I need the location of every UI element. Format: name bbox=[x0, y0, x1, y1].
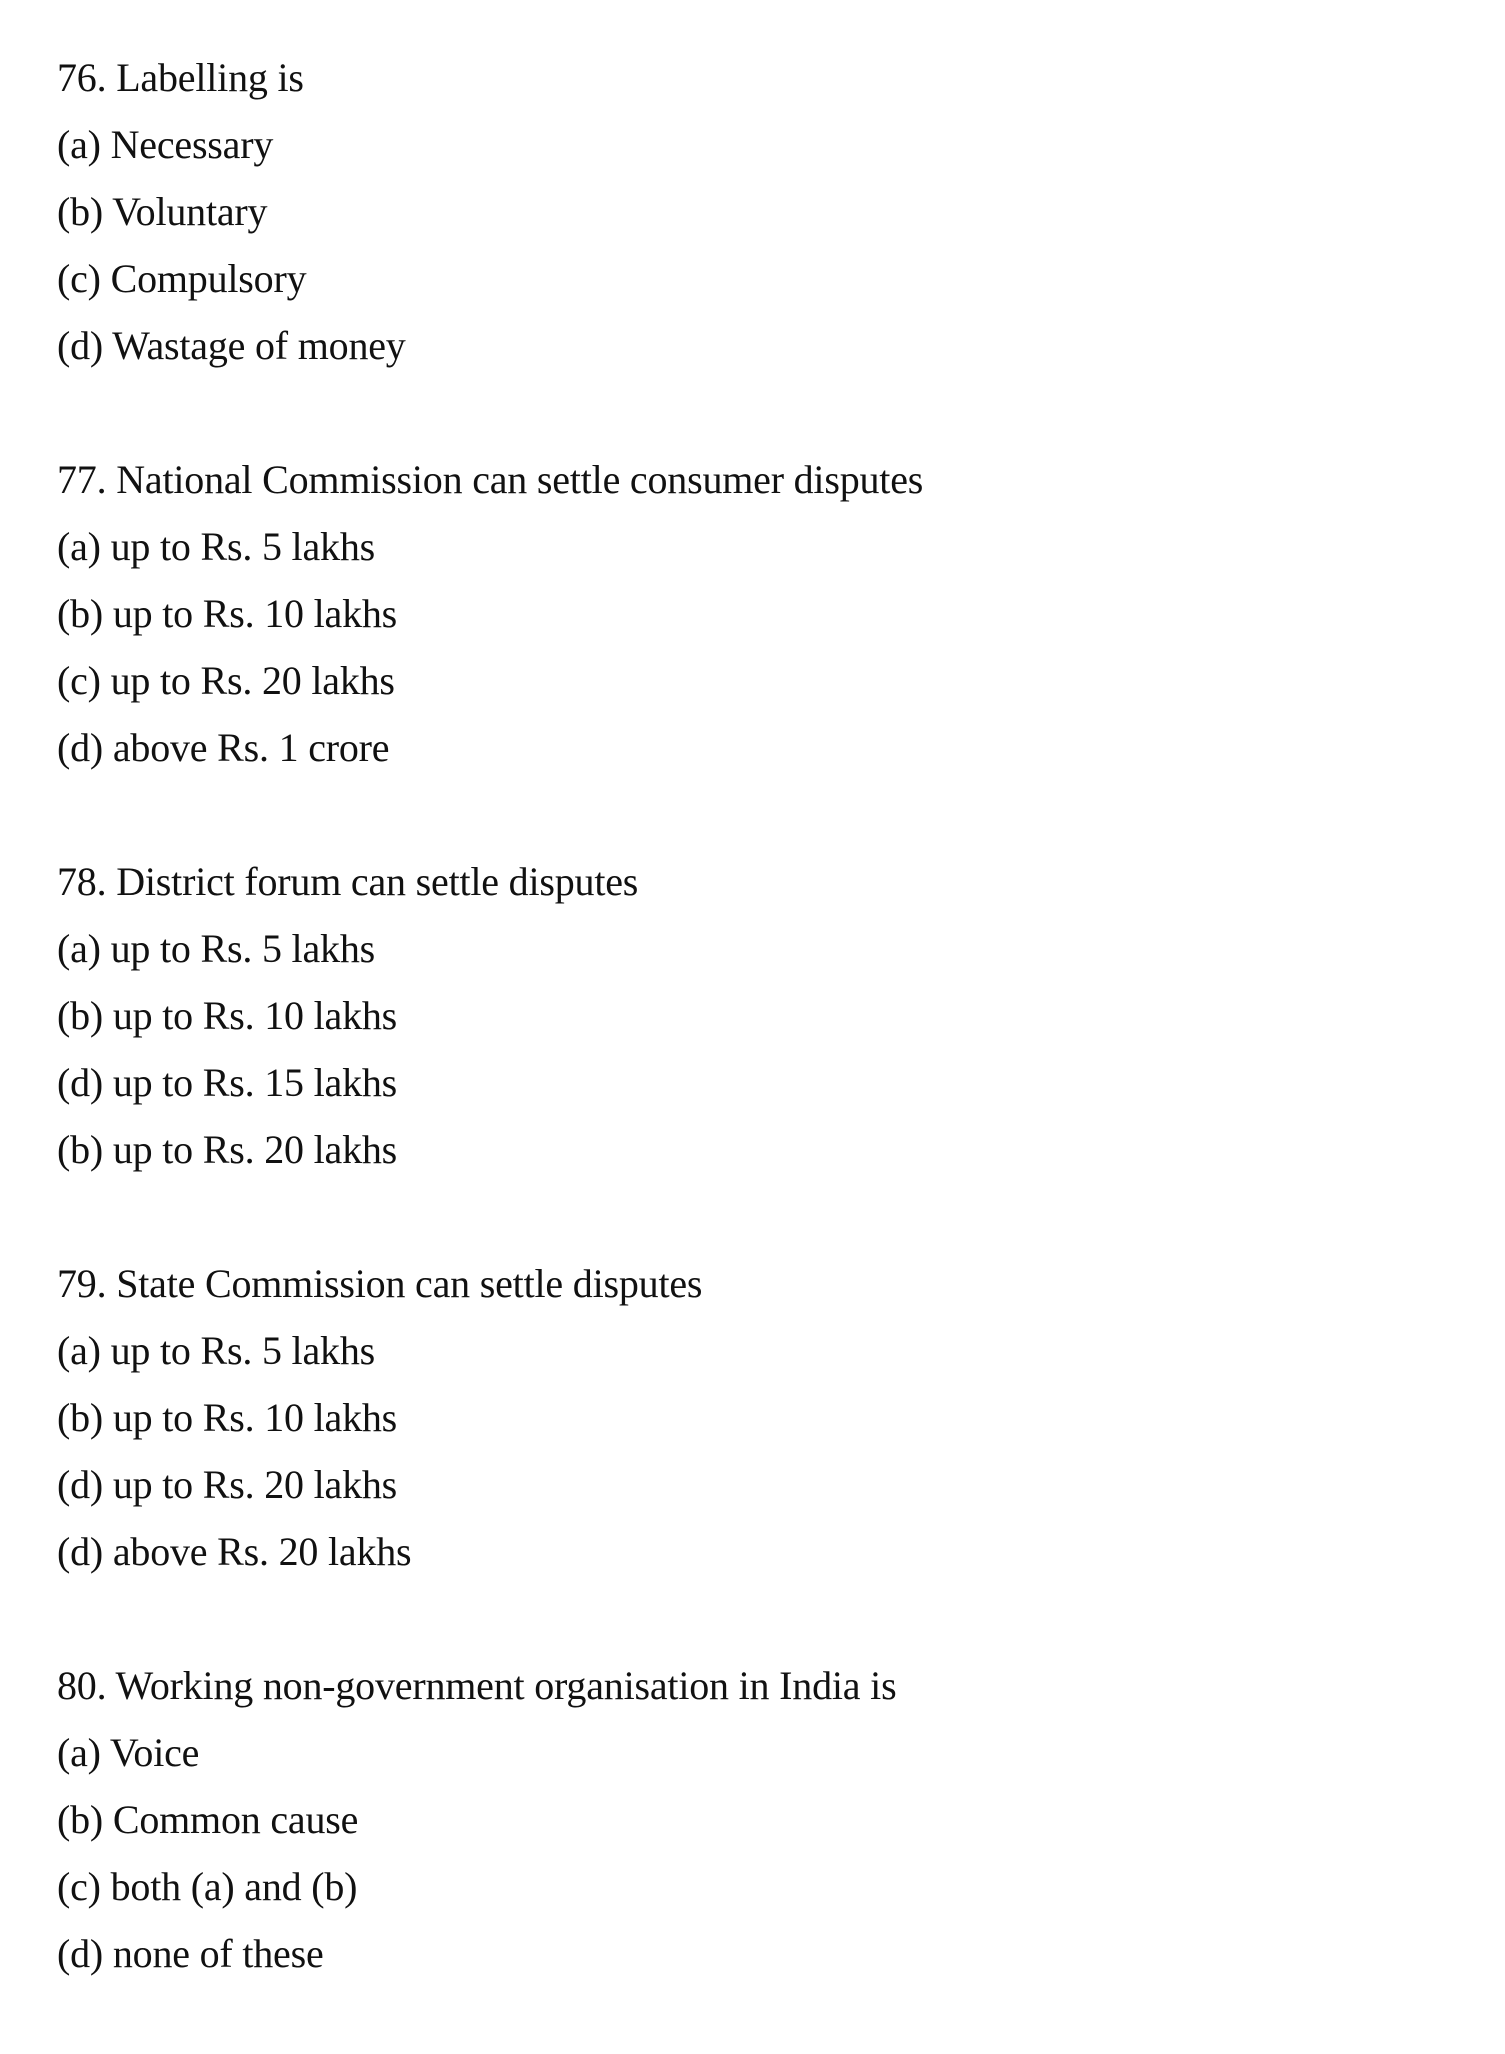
question-77 bbox=[57, 446, 1505, 781]
question-text: 79. State Commission can settle disputes bbox=[57, 1261, 703, 1306]
question-text: 77. National Commission can settle consumer disputes bbox=[57, 457, 924, 502]
option-d: (d) none of these bbox=[57, 1931, 324, 1976]
question-page bbox=[57, 44, 1505, 2054]
option-c: (c) up to Rs. 20 lakhs bbox=[57, 658, 395, 703]
question-79 bbox=[57, 1250, 1505, 1585]
option-a: (a) Necessary bbox=[57, 122, 274, 167]
option-b: (b) up to Rs. 10 lakhs bbox=[57, 591, 398, 636]
option-b: (b) up to Rs. 10 lakhs bbox=[57, 993, 398, 1038]
question-text: 80. Working non-government organisation in India is bbox=[57, 1663, 897, 1708]
option-d: (b) up to Rs. 20 lakhs bbox=[57, 1127, 398, 1172]
option-b: (b) Common cause bbox=[57, 1797, 359, 1842]
option-c: (d) up to Rs. 20 lakhs bbox=[57, 1462, 398, 1507]
option-a: (a) Voice bbox=[57, 1730, 200, 1775]
option-d: (d) above Rs. 1 crore bbox=[57, 725, 390, 770]
option-a: (a) up to Rs. 5 lakhs bbox=[57, 1328, 375, 1373]
question-80 bbox=[57, 1652, 1505, 1987]
option-c: (c) Compulsory bbox=[57, 256, 307, 301]
option-b: (b) Voluntary bbox=[57, 189, 268, 234]
question-76 bbox=[57, 44, 1505, 379]
option-c: (d) up to Rs. 15 lakhs bbox=[57, 1060, 398, 1105]
option-d: (d) Wastage of money bbox=[57, 323, 406, 368]
option-a: (a) up to Rs. 5 lakhs bbox=[57, 926, 375, 971]
option-a: (a) up to Rs. 5 lakhs bbox=[57, 524, 375, 569]
option-b: (b) up to Rs. 10 lakhs bbox=[57, 1395, 398, 1440]
question-78 bbox=[57, 848, 1505, 1183]
option-d: (d) above Rs. 20 lakhs bbox=[57, 1529, 412, 1574]
option-c: (c) both (a) and (b) bbox=[57, 1864, 358, 1909]
question-text: 76. Labelling is bbox=[57, 55, 304, 100]
question-text: 78. District forum can settle disputes bbox=[57, 859, 639, 904]
